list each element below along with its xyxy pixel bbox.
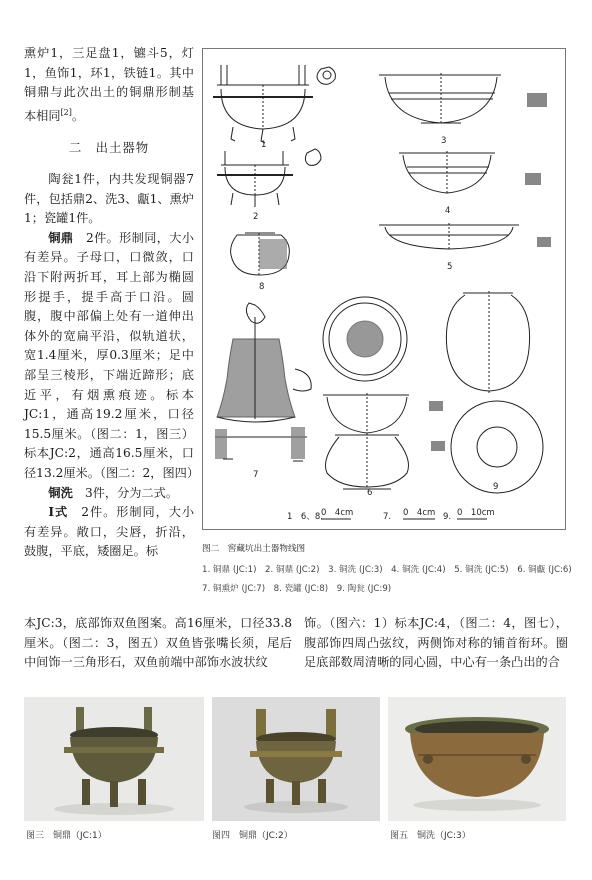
scale-a: 0 4cm (321, 508, 354, 518)
drawing-ding-2 (217, 149, 321, 207)
figure-label-1: 1 (261, 140, 267, 150)
ding2-photo-drawing (212, 697, 380, 821)
intro-text: 熏炉1，三足盘1，镳斗5，灯1，鱼饰1，环1，铁链1。其中铜鼎与此次出土的铜鼎形制基本相同 (24, 46, 194, 123)
figure-2-line-drawings (202, 48, 566, 530)
photo-caption-3: 图五 铜洗（JC:3） (390, 831, 471, 841)
section-heading: 二 出土器物 (68, 140, 150, 156)
drawing-basin-3 (379, 73, 547, 125)
photo-caption-1: 图三 铜鼎（JC:1） (26, 831, 107, 841)
figure-label-5: 5 (447, 262, 453, 272)
scale-text: 1 6、8. (287, 512, 323, 522)
left-column (24, 44, 200, 562)
photo-basin-jc3 (388, 697, 566, 821)
basin-photo-drawing (388, 697, 566, 821)
drawing-censer-7 (215, 303, 311, 461)
xi-text: 3件，分为二式。 (84, 485, 179, 500)
drawing-basin-4 (399, 151, 541, 195)
xi-lead: 铜洗 (48, 485, 73, 500)
paragraph-xi (24, 484, 194, 504)
drawing-jar-8 (231, 233, 290, 275)
photo-ding-jc1 (24, 697, 204, 821)
drawing-ding-1 (213, 65, 335, 143)
ding-text: 2件。形制同，大小有差异。子母口，口微敛，口沿下附两折耳，耳上部为椭圆形提手，提手高于口沿。圆腹，腹中部偏上处有一道伸出体外的宽扁平沿，似轨道状，宽1.4厘米，厚0.3厘米；足中部呈三棱形，下端近蹄形；底近平，有烟熏痕迹。标本JC:1，通高19.2厘米，口径15.5厘米。（图二：1，图三）标本JC:2，通高16.5厘米，口径13.2厘米。（图二：2，图四） (24, 230, 200, 480)
type1-text: 2件。形制同，大小有差异。敞口，尖唇，折沿，鼓腹，平底，矮圈足。标 (24, 505, 195, 559)
scale-b: 0 4cm (403, 508, 436, 518)
figure-label-4: 4 (445, 206, 451, 216)
drawing-basin-5 (379, 223, 551, 251)
type1-lead: Ⅰ式 (48, 505, 69, 520)
scale-end: 9. (443, 512, 452, 522)
figure-label-3: 3 (441, 136, 447, 146)
paragraph-type1 (24, 503, 194, 562)
figure-caption (202, 540, 581, 599)
figure-label-7: 7 (253, 470, 259, 480)
drawing-plate-plan (323, 297, 407, 381)
intro-paragraph (24, 44, 194, 126)
scale-mid: 7. (383, 512, 392, 522)
photo-ding-jc2 (212, 697, 380, 821)
figure-label-2: 2 (253, 212, 259, 222)
ding-lead: 铜鼎 (48, 230, 74, 245)
scale-c: 0 10cm (457, 508, 495, 518)
reference-mark: [2] (60, 107, 72, 117)
figure-label-6: 6 (367, 488, 373, 498)
paragraph-inventory: 陶瓮1件，内共发现铜器7件，包括鼎2、洗3、甗1、熏炉1；瓷罐1件。 (24, 172, 194, 226)
figure-label-9: 9 (493, 482, 499, 492)
body-text-right: 饰。（图六：1）标本JC:4，（图二：4，图七），腹部饰四周凸弦纹，两侧饰对称的铺首衔环。圈足底部数周清晰的同心圆，中心有一条凸出的合 (304, 616, 568, 670)
ding-photo-drawing (24, 697, 204, 821)
drawing-steamer-6 (323, 393, 445, 489)
intro-end: 。 (71, 108, 85, 123)
figure-label-8: 8 (259, 282, 265, 292)
paragraph-ding (24, 229, 200, 484)
drawing-urn-9 (446, 291, 529, 393)
photo-caption-2: 图四 铜鼎（JC:2） (212, 831, 293, 841)
figure-caption-title: 图二 窖藏坑出土器物线图 (202, 544, 306, 554)
figure-caption-items: 1. 铜鼎 (JC:1) 2. 铜鼎 (JC:2) 3. 铜洗 (JC:3) 4. 铜洗 (JC:4) 5. 铜洗 (JC:5) 6. 铜甗 (JC:6) 7. 铜熏炉 (JC:7) 8. 瓷罐 (JC:8) 9. 陶瓮 (JC:9) (202, 565, 581, 594)
body-text-left: 本JC:3，底部饰双鱼图案。高16厘米，口径33.8厘米。（图二：3，图五）双鱼皆张嘴长须，尾后中间饰一三角形石，双鱼前端中部饰水波状纹 (24, 616, 292, 670)
drawing-urn-plan (451, 401, 543, 493)
line-drawing-canvas (203, 49, 567, 531)
